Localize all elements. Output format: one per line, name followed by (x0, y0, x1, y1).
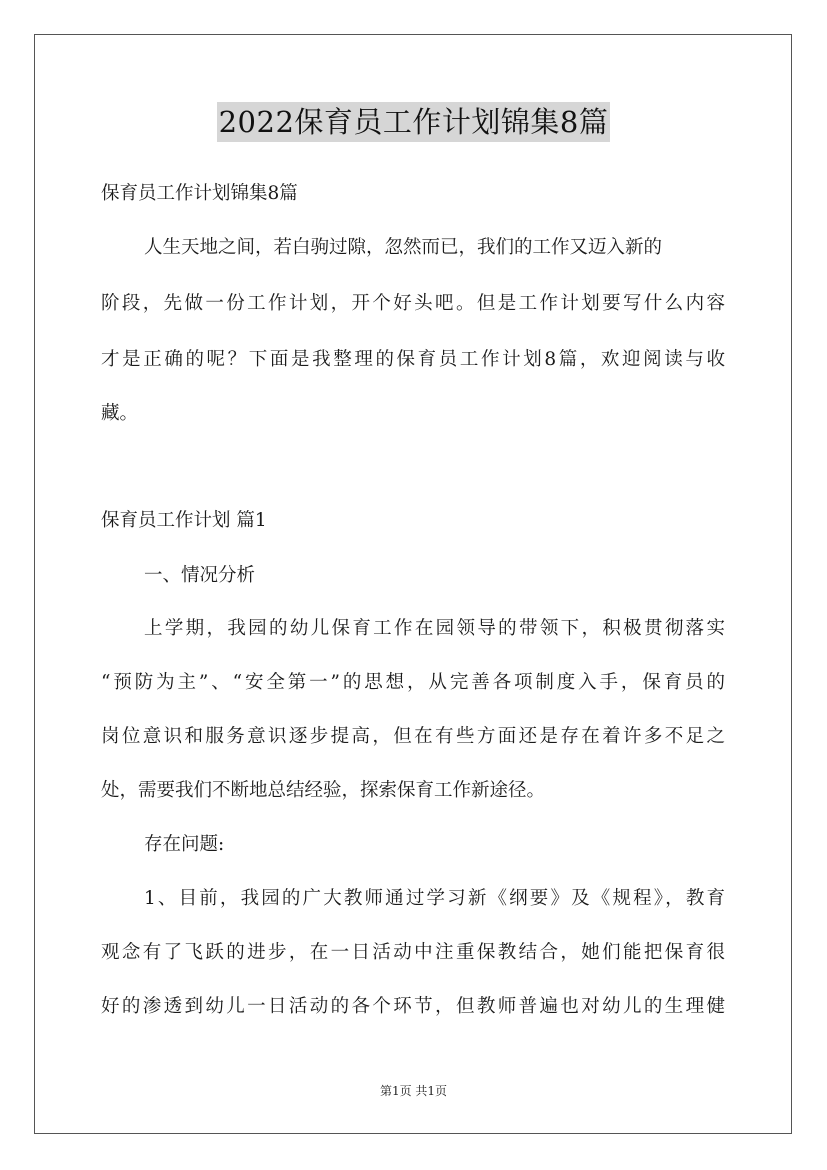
section-title: 保育员工作计划 篇1 (101, 510, 267, 531)
title-container (0, 102, 827, 142)
intro-line-4: 藏。 (101, 403, 139, 424)
para1-line-3: 岗位意识和服务意识逐步提高，但在有些方面还是存在着许多不足之 (101, 726, 725, 747)
para1-line-2: “预防为主”、“安全第一”的思想，从完善各项制度入手，保育员的 (101, 672, 725, 693)
para2-line-3: 好的渗透到幼儿一日活动的各个环节，但教师普遍也对幼儿的生理健 (101, 996, 725, 1017)
para1-line-4: 处，需要我们不断地总结经验，探索保育工作新途径。 (101, 780, 546, 801)
para1-line-1: 上学期，我园的幼儿保育工作在园领导的带领下，积极贯彻落实 (144, 618, 725, 639)
intro-line-1: 人生天地之间，若白驹过隙，忽然而已，我们的工作又迈入新的 (144, 237, 663, 258)
document-heading: 保育员工作计划锦集8篇 (101, 183, 298, 204)
subheading-problems: 存在问题: (144, 834, 225, 855)
intro-line-3: 才是正确的呢？下面是我整理的保育员工作计划8篇，欢迎阅读与收 (101, 349, 725, 370)
subheading-situation: 一、情况分析 (144, 565, 256, 586)
para2-line-1: 1、目前，我园的广大教师通过学习新《纲要》及《规程》，教育 (144, 888, 725, 909)
page-footer: 第1页 共1页 (379, 1084, 448, 1098)
intro-line-2: 阶段，先做一份工作计划，开个好头吧。但是工作计划要写什么内容 (101, 293, 725, 314)
document-title: 2022保育员工作计划锦集8篇 (217, 102, 611, 142)
para2-line-2: 观念有了飞跃的进步，在一日活动中注重保教结合，她们能把保育很 (101, 942, 725, 963)
